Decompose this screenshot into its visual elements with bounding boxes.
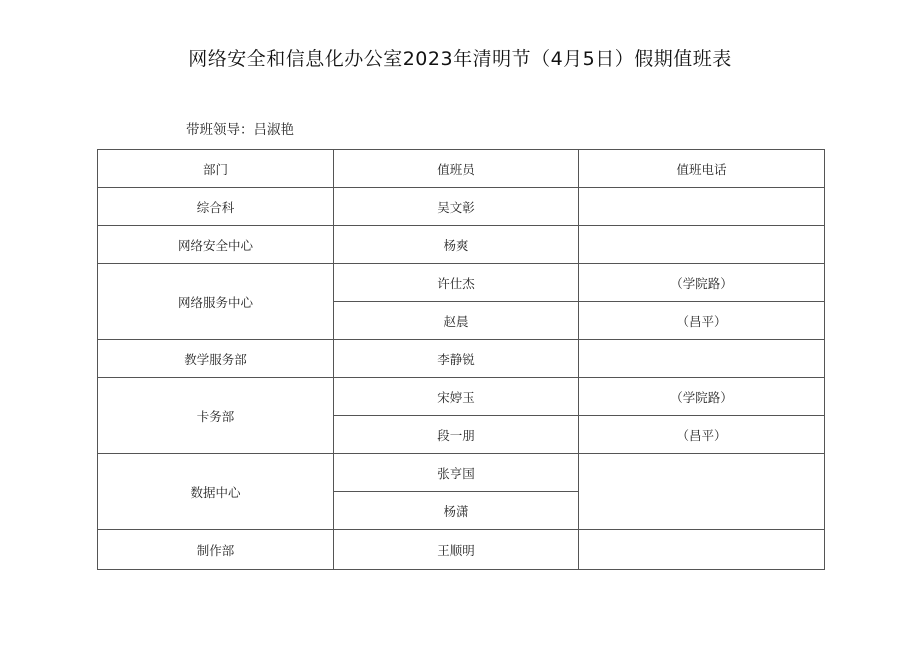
document-title: 网络安全和信息化办公室2023年清明节（4月5日）假期值班表: [188, 48, 732, 70]
table-header-row: [98, 150, 825, 188]
department-cell: 综合科: [98, 188, 334, 226]
staff-cell: 宋婷玉: [334, 378, 579, 416]
staff-cell: 杨潇: [334, 492, 579, 530]
duty-leader-line: [186, 118, 294, 138]
staff-cell: 赵晨: [334, 302, 579, 340]
department-cell: 教学服务部: [98, 340, 334, 378]
staff-cell: 张亨国: [334, 454, 579, 492]
table-row: [98, 454, 825, 492]
staff-cell: 杨爽: [334, 226, 579, 264]
table-row: [98, 226, 825, 264]
staff-cell: 王顺明: [334, 530, 579, 570]
staff-cell: 吴文彰: [334, 188, 579, 226]
phone-cell: [579, 340, 825, 378]
duty-leader-name: 吕淑艳: [253, 122, 294, 138]
phone-cell: （昌平）: [579, 302, 825, 340]
duty-table: [97, 149, 825, 570]
table-row: [98, 378, 825, 416]
table-row: [98, 188, 825, 226]
header-department: 部门: [98, 150, 334, 188]
phone-cell: [579, 530, 825, 570]
phone-cell: （学院路）: [579, 264, 825, 302]
phone-cell: [579, 226, 825, 264]
department-cell: 制作部: [98, 530, 334, 570]
phone-cell: [579, 454, 825, 530]
department-cell: 数据中心: [98, 454, 334, 530]
phone-cell: （昌平）: [579, 416, 825, 454]
header-phone: 值班电话: [579, 150, 825, 188]
staff-cell: 许仕杰: [334, 264, 579, 302]
table-row: [98, 530, 825, 570]
table-row: [98, 264, 825, 302]
table-row: [98, 340, 825, 378]
department-cell: 网络服务中心: [98, 264, 334, 340]
phone-cell: [579, 188, 825, 226]
phone-cell: （学院路）: [579, 378, 825, 416]
duty-leader-label: 带班领导：: [186, 122, 254, 138]
staff-cell: 段一朋: [334, 416, 579, 454]
staff-cell: 李静锐: [334, 340, 579, 378]
header-staff: 值班员: [334, 150, 579, 188]
department-cell: 卡务部: [98, 378, 334, 454]
department-cell: 网络安全中心: [98, 226, 334, 264]
